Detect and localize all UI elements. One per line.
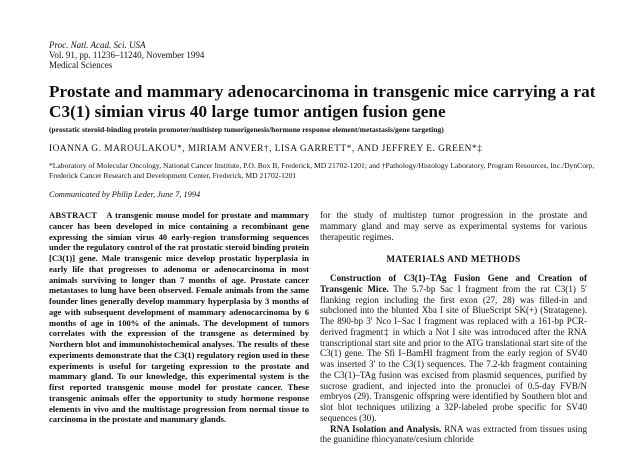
paragraph-rna-text: RNA was extracted from tissues using the guanidine thiocyanate/cesium chloride [320,423,587,445]
paragraph-rna-heading: RNA Isolation and Analysis. [330,423,442,434]
journal-volume: Vol. 91, pp. 11236–11240, November 1994 [49,50,205,60]
journal-name: Proc. Natl. Acad. Sci. USA [49,40,146,50]
body-column-right [320,210,587,445]
paragraph-construction-text: The 5.7-bp Sac I fragment from the rat C3(1) 5′ flanking region including the first exon (27, 28) was filled-in and subcloned into the blunted Xba I site of BlueScript SK(+) (Stratagene). The 890-bp 3′ Nco I–Sac I fragment was replaced with a 161-bp PCR-derived fragment‡ in which a Not I site was introduced after the RNA transcriptional start site and prior to the ATG translational start site of the C3(1) gene. The Sfi I–BamHI fragment from the early region of SV40 was inserted 3′ to the C3(1) sequences. The 7.2-kb fragment containing the C3(1)–TAg fusion was excised from plasmid sequences, purified by sucrose gradient, and injected into the pronuclei of 0.5-day FVB/N embryos (29). Transgenic offspring were identified by Southern blot and slot blot techniques utilizing a 32P-labeled probe specific for SV40 sequences (30). [320,283,587,423]
paragraph-construction-heading: Construction of C3(1)–TAg Fusion Gene and Creation of Transgenic Mice. [320,273,587,294]
journal-section: Medical Sciences [49,60,113,70]
abstract [49,210,309,425]
authors: IOANNA G. MAROULAKOU*, MIRIAM ANVER†, LISA GARRETT*, AND JEFFREY E. GREEN*‡ [49,144,483,154]
abstract-label: ABSTRACT [49,210,98,220]
communicated-by: Communicated by Philip Leder, June 7, 1994 [49,190,201,199]
paragraph-construction [320,273,587,424]
keywords: (prostatic steroid-binding protein promoter/multistep tumorigenesis/hormone response element/metastasis/gene targeting) [49,125,444,134]
paragraph-rna [320,424,587,446]
article-title: Prostate and mammary adenocarcinoma in transgenic mice carrying a rat C3(1) simian virus 40 large tumor antigen fusion gene [49,82,596,121]
journal-header [49,40,204,70]
affiliations: *Laboratory of Molecular Oncology, National Cancer Institute, P.O. Box B, Frederick, MD 21702-1201; and †Pathology/Histology Laboratory, Program Resources, Inc./DynCorp, Frederick Cancer Research and Development Center, Frederick, MD 21702-1201 [49,161,595,180]
abstract-text: A transgenic mouse model for prostate and mammary cancer has been developed in mice containing a recombinant gene expressing the simian virus 40 early-region transforming sequences under the regulatory control of the rat prostatic steroid binding protein [C3(1)] gene. Male transgenic mice develop prostatic hyperplasia in early life that progresses to adenoma or adenocarcinoma in most animals surviving to longer than 7 months of age. Prostate cancer metastases to lung have been observed. Female animals from the same founder lines generally develop mammary hyperplasia by 3 months of age with subsequent development of mammary adenocarcinoma by 6 months of age in 100% of the animals. The development of tumors correlates with the expression of the transgene as determined by Northern blot and immunohistochemical analyses. The results of these experiments demonstrate that the C3(1) regulatory region used in these experiments is useful for targeting expression to the prostate and mammary gland. To our knowledge, this experimental system is the first reported transgenic mouse model for prostate cancer. These transgenic animals offer the opportunity to study hormone response elements in vivo and the multistage progression from normal tissue to carcinoma in the prostate and mammary glands. [49,210,309,425]
section-heading-methods: MATERIALS AND METHODS [386,254,521,265]
intro-continuation: for the study of multistep tumor progression in the prostate and mammary gland and may serve as experimental systems for various therapeutic regimes. [320,210,587,242]
